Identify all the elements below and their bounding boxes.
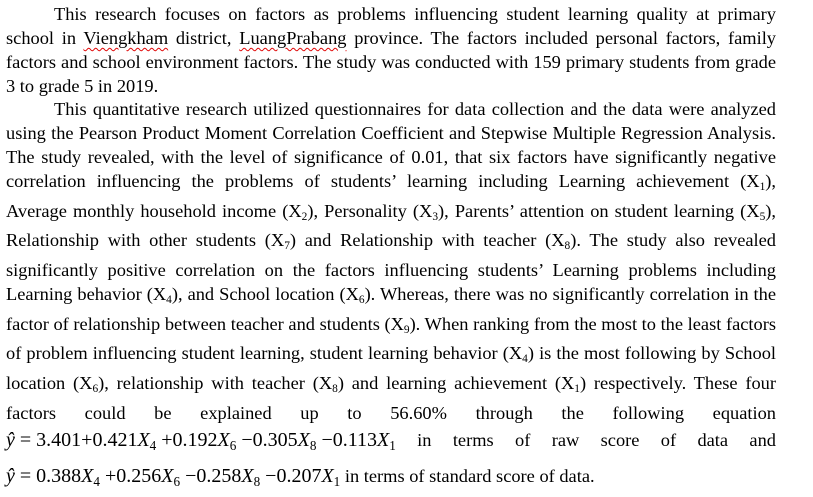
text-line	[6, 425, 776, 461]
text-line	[6, 461, 776, 497]
text-run: This research focuses on factors as problems influencing student learning quality at primary	[54, 4, 776, 24]
subscript-text: 4	[93, 474, 100, 490]
text-run: −0.207	[260, 465, 322, 488]
misspelled-word[interactable]: LuangPrabang	[239, 27, 347, 48]
text-line	[6, 372, 776, 402]
equation	[6, 425, 396, 461]
text-line	[6, 146, 776, 170]
math-variable: ŷ	[6, 429, 15, 452]
subscript-text: 1	[759, 180, 766, 193]
text-run: ),	[765, 200, 777, 221]
subscript-text: 1	[333, 474, 341, 490]
text-run: The study revealed, with the level of significance of 0.01, that six factors have significantly negative	[6, 147, 776, 168]
subscript-text: 6	[358, 293, 365, 306]
subscript-text: 2	[301, 210, 308, 223]
text-run: in terms of standard score of data.	[340, 466, 595, 487]
text-run: ) and Relationship with teacher (X	[289, 230, 565, 251]
text-run: district,	[168, 27, 240, 48]
text-run: ). The study also revealed	[570, 230, 777, 251]
text-line	[6, 170, 776, 200]
text-line	[6, 3, 776, 27]
subscript-text: 8	[309, 438, 317, 454]
text-line	[6, 98, 776, 122]
text-run: Learning behavior (X	[6, 283, 167, 304]
equation	[6, 461, 340, 497]
text-line	[6, 122, 776, 146]
subscript-text: 9	[403, 323, 410, 336]
text-run: factor of relationship between teacher and students (X	[6, 313, 404, 334]
subscript-text: 4	[149, 438, 157, 454]
text-run: Average monthly household income (X	[6, 200, 302, 221]
text-run: This quantitative research utilized questionnaires for data collection and the data were analyzed	[54, 99, 776, 120]
text-run: = 3.401+0.421	[14, 429, 138, 452]
subscript-text: 6	[92, 382, 99, 395]
text-run: province. The factors included personal factors, family	[346, 27, 776, 48]
text-line	[6, 313, 776, 343]
math-variable: X	[297, 429, 310, 452]
text-run: using the Pearson Product Moment Correlation Coefficient and Stepwise Multiple Regression Analysis.	[6, 123, 776, 144]
text-run: ) is the most following by School	[527, 343, 776, 364]
text-run: correlation influencing the problems of students’ learning including Learning achievement (X	[6, 170, 760, 191]
math-variable: ŷ	[6, 465, 15, 488]
text-run: ) and learning achievement (X	[337, 372, 575, 393]
text-run: school in	[6, 27, 84, 48]
math-variable: X	[377, 429, 390, 452]
text-run: Relationship with other students (X	[6, 230, 285, 251]
math-variable: X	[217, 429, 230, 452]
misspelled-word[interactable]: Viengkham	[83, 27, 169, 48]
text-line	[6, 283, 776, 313]
subscript-text: 1	[574, 382, 580, 395]
text-run: ), Parents’ attention on student learning (X	[438, 200, 760, 221]
text-run: −0.305	[236, 429, 298, 452]
text-run: +0.256	[99, 465, 162, 488]
text-line	[6, 27, 776, 51]
text-run: +0.192	[156, 429, 218, 452]
text-run: of problem influencing student learning, student learning behavior (X	[6, 343, 523, 364]
text-line	[6, 51, 776, 75]
text-run: ) respectively. These four	[580, 372, 777, 393]
text-line	[6, 342, 776, 372]
text-run: ). When ranking from the most to the least factors	[409, 313, 776, 334]
math-variable: X	[241, 465, 254, 488]
subscript-text: 1	[389, 438, 396, 454]
subscript-text: 4	[166, 293, 172, 306]
text-run: in terms of raw score of data	[395, 430, 729, 451]
paragraph-2	[6, 98, 776, 497]
text-run: location (X	[6, 372, 93, 393]
text-line	[6, 402, 776, 426]
text-run: 3 to grade 5 in 2019.	[6, 75, 159, 96]
text-line	[6, 200, 776, 230]
text-run: ), Personality (X	[307, 200, 433, 221]
subscript-text: 8	[564, 240, 571, 253]
text-run: ),	[765, 170, 776, 191]
math-variable: X	[161, 465, 174, 488]
subscript-text: 5	[759, 210, 766, 223]
math-variable: X	[321, 465, 334, 488]
subscript-text: 3	[432, 210, 439, 223]
subscript-text: 8	[332, 382, 338, 395]
math-variable: X	[81, 465, 94, 488]
subscript-text: 6	[173, 474, 181, 490]
text-run: ), relationship with teacher (X	[98, 372, 333, 393]
text-run: factors and school environment factors. The study was conducted with 159 primary students from grade	[6, 51, 776, 72]
text-run: factors could be explained up to 56.60% through the following equation	[6, 402, 776, 423]
text-run: significantly positive correlation on the factors influencing students’ Learning problems including	[6, 259, 776, 280]
text-run: = 0.388	[14, 465, 82, 488]
subscript-text: 4	[522, 353, 528, 366]
math-variable: X	[137, 429, 150, 452]
subscript-text: 7	[284, 240, 290, 253]
text-run: −0.113	[316, 429, 377, 452]
subscript-text: 6	[229, 438, 237, 454]
subscript-text: 8	[253, 474, 261, 490]
text-run: and	[728, 430, 776, 451]
text-run: −0.258	[180, 465, 242, 488]
text-run: ), and School location (X	[171, 283, 359, 304]
text-line	[6, 259, 776, 283]
paragraph-1	[6, 3, 776, 98]
text-line	[6, 75, 776, 99]
text-line	[6, 229, 776, 259]
text-run: ). Whereas, there was no significantly correlation in the	[364, 283, 776, 304]
